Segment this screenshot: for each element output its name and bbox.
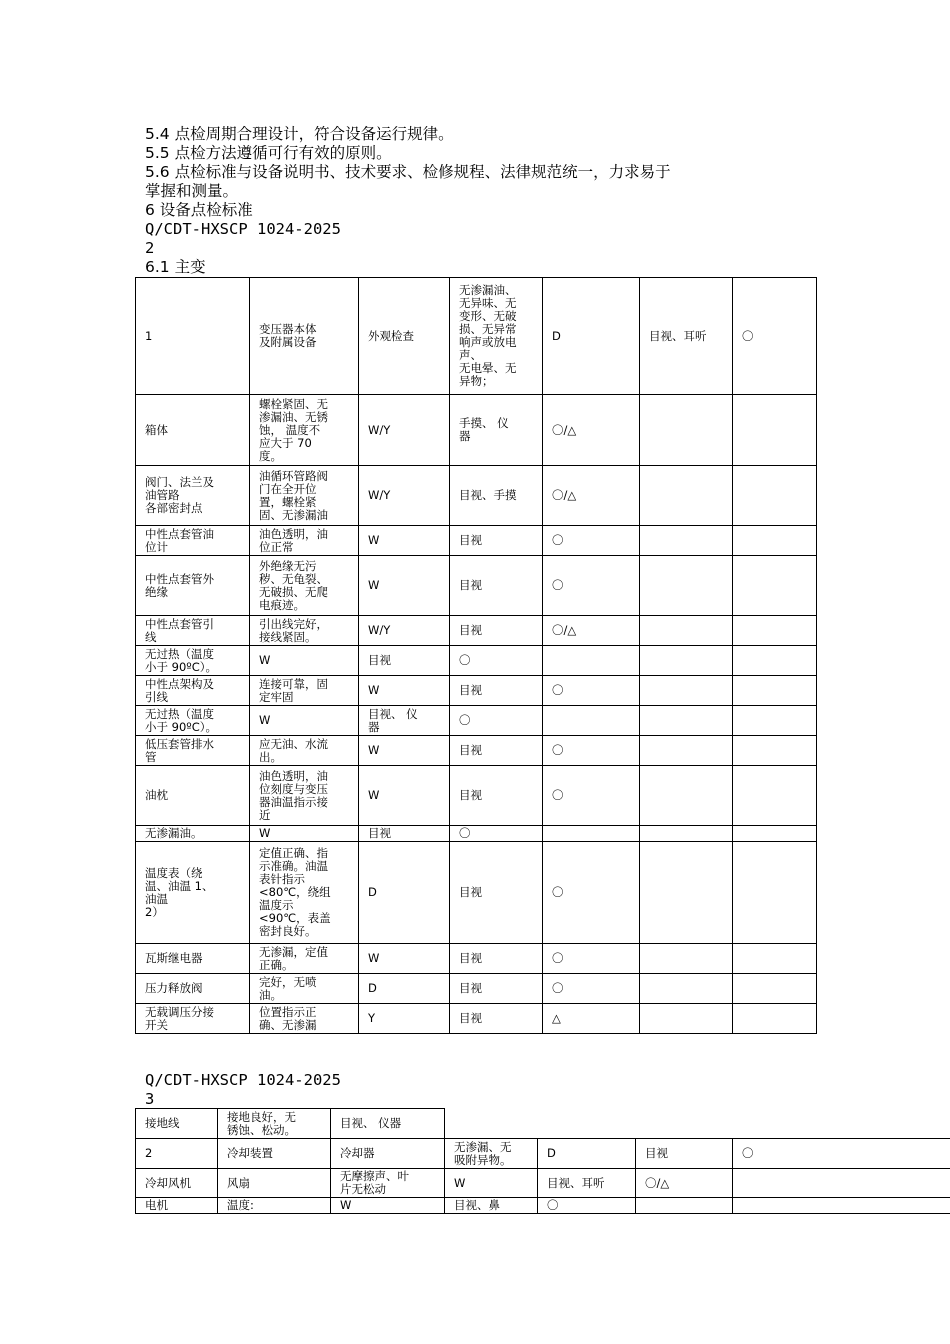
table-cell: 无摩擦声、叶 片无松动 [331, 1169, 445, 1198]
table-cell: 外观检查 [359, 278, 450, 395]
table-cell: Y [359, 1004, 450, 1034]
table-cell: W [359, 676, 450, 706]
table-cell [733, 466, 817, 526]
table-cell: 〇 [543, 842, 640, 944]
table-row [136, 278, 817, 395]
table-row [136, 1139, 950, 1169]
table-cell: 无渗漏油。 [136, 826, 250, 842]
table-cell: 无渗漏油、 无异味、无 变形、无破 损、无异常 响声或放电 声、 无电晕、无 异物； [450, 278, 543, 395]
table-cell [640, 706, 733, 736]
table-cell: 冷却装置 [218, 1139, 331, 1169]
table-cell [733, 766, 817, 826]
subsection-heading-6-1: 6.1 主变 [145, 258, 206, 276]
table-cell: 目视 [450, 944, 543, 974]
table-cell: 应无油、水流 出。 [250, 736, 359, 766]
table-cell: 引出线完好， 接线紧固。 [250, 616, 359, 646]
table-cell: 中性点套管外 绝缘 [136, 556, 250, 616]
table-row [136, 616, 817, 646]
table-cell: 〇 [543, 974, 640, 1004]
table-cell: 目视 [450, 1004, 543, 1034]
table-row [136, 766, 817, 826]
table-cell: 冷却风机 [136, 1169, 218, 1198]
table-cell: 〇 [543, 526, 640, 556]
table-cell [640, 676, 733, 706]
table-cell: 温度表（绕 温、油温 1、 油温 2） [136, 842, 250, 944]
table-cell: 低压套管排水 管 [136, 736, 250, 766]
table-cell: 目视 [450, 676, 543, 706]
table-cell [543, 706, 640, 736]
table-cell: 温度: [218, 1198, 331, 1214]
table-cell [640, 466, 733, 526]
table-row [136, 556, 817, 616]
table-cell: 风扇 [218, 1169, 331, 1198]
page-number-2: 3 [145, 1090, 155, 1108]
table-cell [640, 826, 733, 842]
table-cell [733, 646, 817, 676]
table-cell: 无载调压分接 开关 [136, 1004, 250, 1034]
table-cell [733, 1198, 950, 1214]
table-cell: 油循环管路阀 门在全开位 置，螺栓紧 固、无渗漏油 [250, 466, 359, 526]
table-cell [733, 826, 817, 842]
table-cell: 目视 [450, 556, 543, 616]
table-cell [733, 974, 817, 1004]
table-cell [640, 842, 733, 944]
table-cell [636, 1198, 733, 1214]
inspection-table-main-transformer [135, 277, 817, 1034]
table-cell: 目视 [450, 974, 543, 1004]
table-cell: 2 [136, 1139, 218, 1169]
table-cell: 位置指示正 确、无渗漏 [250, 1004, 359, 1034]
table-cell: 〇 [733, 1139, 950, 1169]
table-cell: 〇 [538, 1198, 636, 1214]
table-cell: D [359, 974, 450, 1004]
table-cell: 油色透明，油 位正常 [250, 526, 359, 556]
table-cell: 电机 [136, 1198, 218, 1214]
table-row [136, 395, 817, 466]
table-cell: W [359, 526, 450, 556]
table-cell [640, 766, 733, 826]
table-cell [640, 646, 733, 676]
table-cell [733, 556, 817, 616]
table-cell: D [359, 842, 450, 944]
table-cell: W/Y [359, 395, 450, 466]
table-cell: 无渗漏，定值 正确。 [250, 944, 359, 974]
table-cell: W [359, 556, 450, 616]
table-cell: W [250, 826, 359, 842]
table-cell: 瓦斯继电器 [136, 944, 250, 974]
table-blank [445, 1109, 950, 1139]
table-cell: 手摸、 仪 器 [450, 395, 543, 466]
table-cell: W [359, 944, 450, 974]
table-cell [733, 395, 817, 466]
table-cell: 〇 [543, 736, 640, 766]
table-row [136, 706, 817, 736]
table-cell: 目视 [450, 616, 543, 646]
table-cell: 目视 [450, 842, 543, 944]
table-cell: 目视、耳听 [538, 1169, 636, 1198]
table-cell [733, 944, 817, 974]
table-row [136, 826, 817, 842]
table-cell: 螺栓紧固、无 渗漏油、无锈 蚀， 温度不 应大于 70 度。 [250, 395, 359, 466]
table-cell: 目视 [359, 646, 450, 676]
table-cell: W [331, 1198, 445, 1214]
table-row [136, 1109, 950, 1139]
doc-code-2: Q/CDT-HXSCP 1024-2025 [145, 1071, 341, 1089]
section-heading-6: 6 设备点检标准 [145, 201, 253, 219]
table-row [136, 944, 817, 974]
table-cell: 阀门、法兰及 油管路 各部密封点 [136, 466, 250, 526]
table-cell: 〇 [450, 646, 543, 676]
table-cell [640, 395, 733, 466]
table-cell: 中性点套管油 位计 [136, 526, 250, 556]
table-cell [543, 646, 640, 676]
table-cell: 完好，无喷 油。 [250, 974, 359, 1004]
table-row [136, 676, 817, 706]
table-cell [733, 616, 817, 646]
table-cell: 目视、 仪 器 [359, 706, 450, 736]
table-cell: 中性点架构及 引线 [136, 676, 250, 706]
table-cell: 连接可靠，固 定牢固 [250, 676, 359, 706]
table-cell [733, 736, 817, 766]
table-cell: 目视 [636, 1139, 733, 1169]
table-cell: 外绝缘无污 秽、无龟裂、 无破损、无爬 电痕迹。 [250, 556, 359, 616]
table-cell: 接地良好，无 锈蚀、松动。 [218, 1109, 331, 1139]
table-cell: 〇 [543, 766, 640, 826]
table-cell [733, 1004, 817, 1034]
table-cell [640, 556, 733, 616]
table-row [136, 526, 817, 556]
table-cell: 目视、鼻 [445, 1198, 538, 1214]
table-row [136, 646, 817, 676]
table-cell: 中性点套管引 线 [136, 616, 250, 646]
table-cell: 〇 [543, 944, 640, 974]
table-cell: D [538, 1139, 636, 1169]
table-cell: 目视 [359, 826, 450, 842]
table-cell [543, 826, 640, 842]
table-cell: W [250, 706, 359, 736]
table-cell: 〇 [733, 278, 817, 395]
table-cell: △ [543, 1004, 640, 1034]
table-row [136, 736, 817, 766]
text-5-6-cont: 掌握和测量。 [145, 182, 239, 200]
table-cell: 目视、 仪器 [331, 1109, 445, 1139]
table-cell: 无渗漏、无 吸附异物。 [445, 1139, 538, 1169]
table-cell [733, 676, 817, 706]
page-number: 2 [145, 239, 155, 257]
table-row [136, 1004, 817, 1034]
table-cell: 定值正确、指 示准确。油温 表针指示 <80℃，绕组 温度示 <90℃，表盖 密封良好。 [250, 842, 359, 944]
table-row [136, 1169, 950, 1198]
table-cell: 〇/△ [636, 1169, 733, 1198]
table-row [136, 466, 817, 526]
table-cell: W/Y [359, 466, 450, 526]
table-cell: 目视 [450, 526, 543, 556]
table-cell [733, 526, 817, 556]
table-cell: 变压器本体 及附属设备 [250, 278, 359, 395]
table-cell [640, 616, 733, 646]
table-cell: 压力释放阀 [136, 974, 250, 1004]
table-cell: W [359, 766, 450, 826]
table-cell: 冷却器 [331, 1139, 445, 1169]
table-row [136, 1198, 950, 1214]
table-cell [733, 706, 817, 736]
table-cell [640, 526, 733, 556]
table-cell: 〇/△ [543, 466, 640, 526]
text-5-6: 5.6 点检标准与设备说明书、技术要求、检修规程、法律规范统一，力求易于 [145, 163, 671, 181]
table-cell: W [359, 736, 450, 766]
table-cell: 目视 [450, 766, 543, 826]
table-cell: W [445, 1169, 538, 1198]
table-cell: 无过热（温度 小于 90ºC）。 [136, 706, 250, 736]
table-cell: W [250, 646, 359, 676]
table-cell: W/Y [359, 616, 450, 646]
table-cell: 目视、手摸 [450, 466, 543, 526]
table-cell [640, 974, 733, 1004]
table-row [136, 842, 817, 944]
table-cell: 〇/△ [543, 616, 640, 646]
table-cell [640, 1004, 733, 1034]
doc-code: Q/CDT-HXSCP 1024-2025 [145, 220, 341, 238]
table-cell: 接地线 [136, 1109, 218, 1139]
table-cell: 目视 [450, 736, 543, 766]
table-cell: 油枕 [136, 766, 250, 826]
table-cell: 1 [136, 278, 250, 395]
table-cell: 〇/△ [543, 395, 640, 466]
text-5-4: 5.4 点检周期合理设计，符合设备运行规律。 [145, 125, 454, 143]
table-cell: 目视、耳听 [640, 278, 733, 395]
text-5-5: 5.5 点检方法遵循可行有效的原则。 [145, 144, 392, 162]
table-cell: 无过热（温度 小于 90ºC）。 [136, 646, 250, 676]
table-row [136, 974, 817, 1004]
table-cell: 〇 [450, 826, 543, 842]
table-cell [733, 1169, 950, 1198]
table-cell [640, 736, 733, 766]
table-cell: 箱体 [136, 395, 250, 466]
table-cell: 〇 [543, 556, 640, 616]
table-cell [640, 944, 733, 974]
table-cell: 油色透明，油 位刻度与变压 器油温指示接 近 [250, 766, 359, 826]
table-cell: D [543, 278, 640, 395]
inspection-table-cooling [135, 1108, 950, 1214]
table-cell [733, 842, 817, 944]
table-cell: 〇 [543, 676, 640, 706]
table-cell: 〇 [450, 706, 543, 736]
